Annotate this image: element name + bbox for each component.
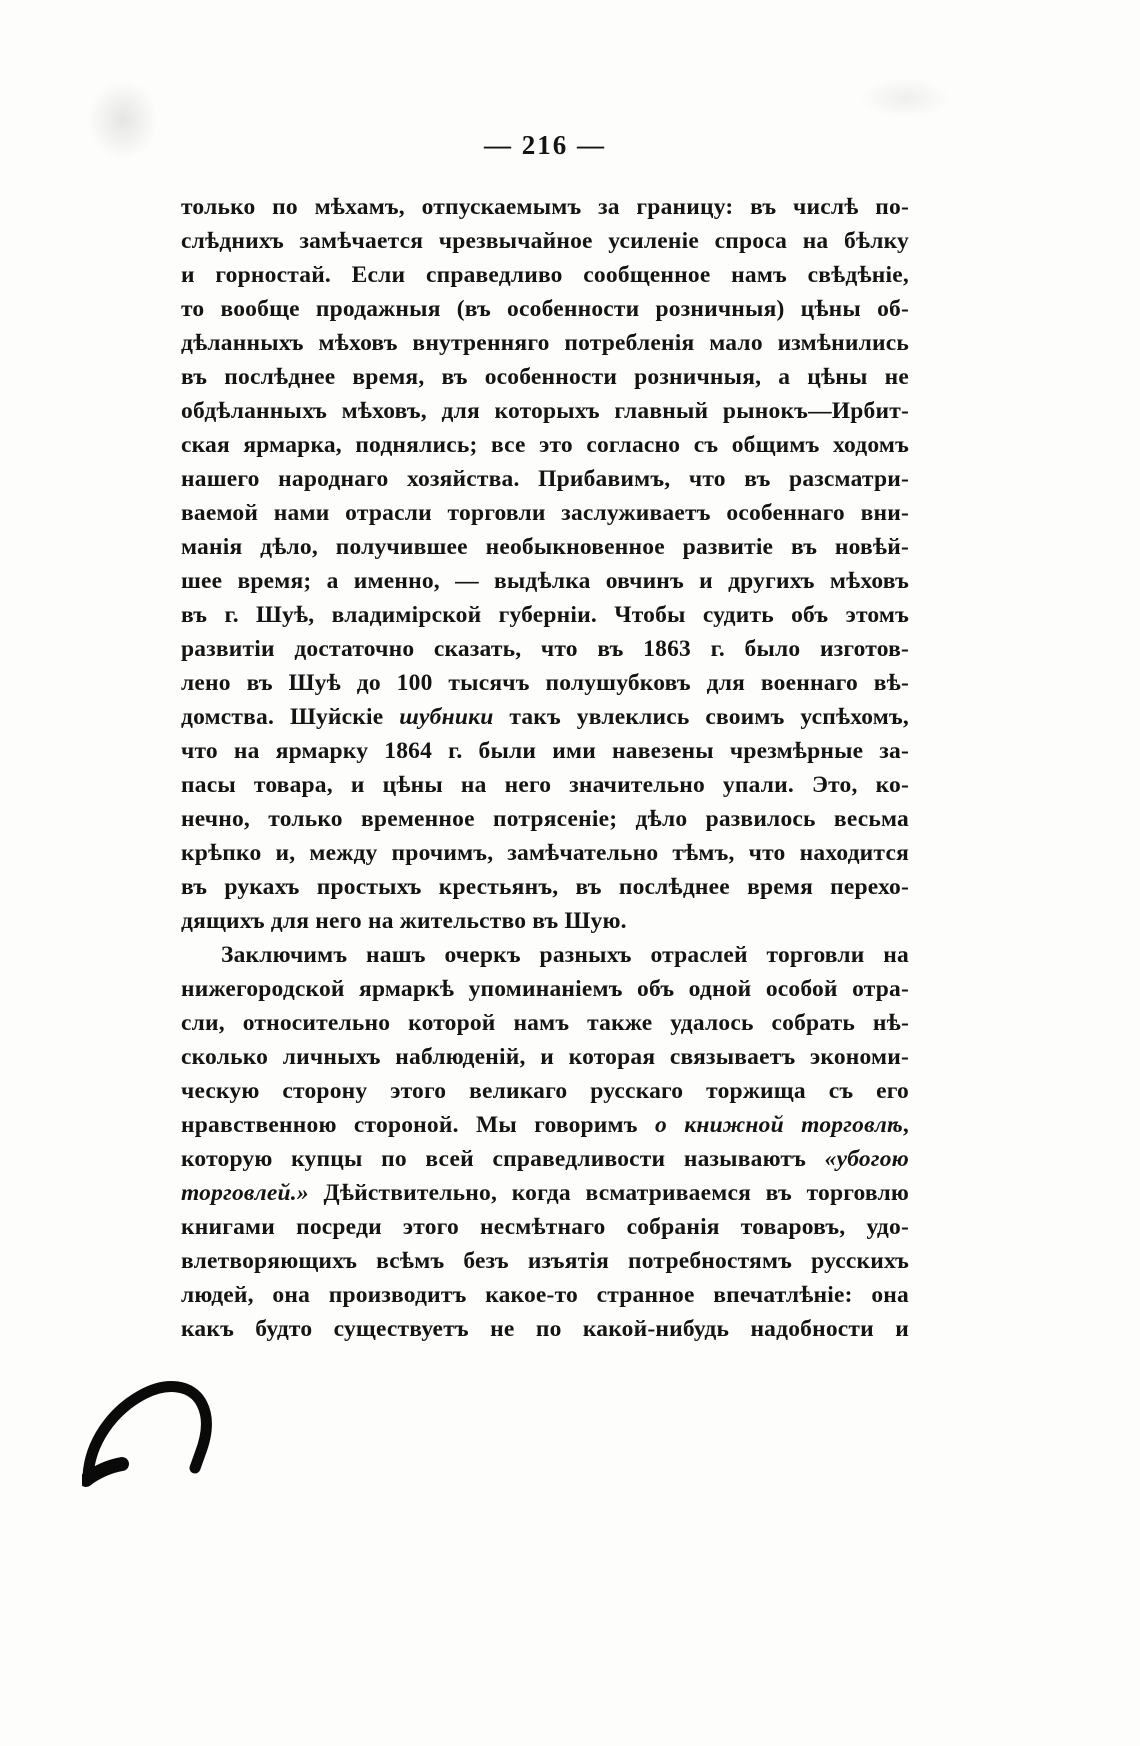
paragraph: [181, 938, 909, 1346]
ink-smudge-mark: [82, 1372, 232, 1492]
text-line: сколько личныхъ наблюденій, и которая связываетъ экономи-: [181, 1044, 909, 1070]
scan-artifact-top-right: [860, 78, 950, 118]
text-line: дѣланныхъ мѣховъ внутренняго потребленія мало измѣнились: [181, 330, 909, 356]
text-line: развитіи достаточно сказать, что въ 1863 г. было изготов-: [181, 636, 909, 662]
text-line: лено въ Шуѣ до 100 тысячъ полушубковъ для военнаго вѣ-: [181, 670, 909, 696]
text-line: Заключимъ нашъ очеркъ разныхъ отраслей торговли на: [221, 942, 909, 968]
text-line: пасы товара, и цѣны на него значительно упали. Это, ко-: [181, 772, 909, 798]
text-line: домства. Шуйскіе шубники такъ увлеклись своимъ успѣхомъ,: [181, 704, 909, 730]
text-line: ваемой нами отрасли торговли заслуживаетъ особеннаго вни-: [181, 500, 909, 526]
text-line: какъ будто существуетъ не по какой-нибудь надобности и: [181, 1316, 909, 1342]
paragraph: [181, 190, 909, 938]
text-line: обдѣланныхъ мѣховъ, для которыхъ главный рынокъ—Ирбит-: [181, 398, 909, 424]
text-line: въ рукахъ простыхъ крестьянъ, въ послѣднее время перехо-: [181, 874, 909, 900]
text-line: торговлей.» Дѣйствительно, когда всматриваемся въ торговлю: [181, 1180, 909, 1206]
text-line: шее время; а именно, — выдѣлка овчинъ и другихъ мѣховъ: [181, 568, 909, 594]
text-line: въ г. Шуѣ, владимірской губерніи. Чтобы судить объ этомъ: [181, 602, 909, 628]
text-line: сли, относительно которой намъ также удалось собрать нѣ-: [181, 1010, 909, 1036]
text-line: нечно, только временное потрясеніе; дѣло развилось весьма: [181, 806, 909, 832]
text-line: только по мѣхамъ, отпускаемымъ за границу: въ числѣ по-: [181, 194, 909, 220]
text-line: дящихъ для него на жительство въ Шую.: [181, 908, 627, 934]
text-line: и горностай. Если справедливо сообщенное намъ свѣдѣніе,: [181, 262, 909, 288]
page-number: — 216 —: [484, 130, 606, 160]
text-line: ская ярмарка, поднялись; все это согласно съ общимъ ходомъ: [181, 432, 909, 458]
text-line: нижегородской ярмаркѣ упоминаніемъ объ одной особой отра-: [181, 976, 909, 1002]
text-line: влетворяющихъ всѣмъ безъ изъятія потребностямъ русскихъ: [181, 1248, 909, 1274]
text-line: ческую сторону этого великаго русскаго торжища съ его: [181, 1078, 909, 1104]
text-line: манія дѣло, получившее необыкновенное развитіе въ новѣй-: [181, 534, 909, 560]
text-line: крѣпко и, между прочимъ, замѣчательно тѣмъ, что находится: [181, 840, 909, 866]
text-line: что на ярмарку 1864 г. были ими навезены чрезмѣрные за-: [181, 738, 909, 764]
text-line: нравственною стороной. Мы говоримъ о книжной торговлѣ,: [181, 1112, 909, 1138]
text-line: книгами посреди этого несмѣтнаго собранія товаровъ, удо-: [181, 1214, 909, 1240]
body-text: [181, 190, 909, 1346]
text-line: въ послѣднее время, въ особенности розничныя, а цѣны не: [181, 364, 909, 390]
text-line: то вообще продажныя (въ особенности розничныя) цѣны об-: [181, 296, 909, 322]
scan-artifact-top-left: [88, 80, 158, 160]
text-line: слѣднихъ замѣчается чрезвычайное усиленіе спроса на бѣлку: [181, 228, 909, 254]
text-line: людей, она производитъ какое-то странное впечатлѣніе: она: [181, 1282, 909, 1308]
text-line: нашего народнаго хозяйства. Прибавимъ, что въ разсматри-: [181, 466, 909, 492]
text-line: которую купцы по всей справедливости называютъ «убогою: [181, 1146, 909, 1172]
